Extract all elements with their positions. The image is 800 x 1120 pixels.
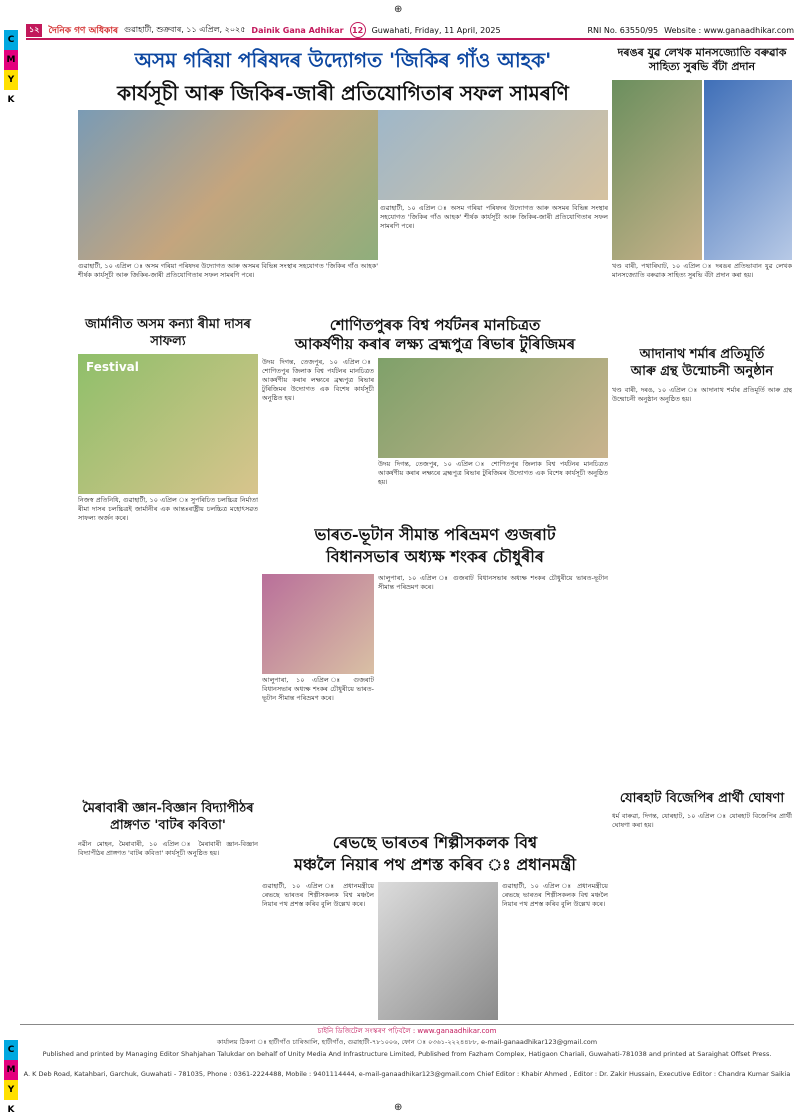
story6-headline: মৈৰাবাৰী জ্ঞান-বিজ্ঞান বিদ্যাপীঠৰ প্ৰাঙ্গণত 'বাটৰ কবিতা' [82, 801, 254, 833]
lead-body: গুৱাহাটী, ১০ এপ্ৰিল ঃ অসম গৰিয়া পৰিষদৰ উদ্যোগত আৰু অসমৰ বিভিন্ন সংস্থাৰ সহযোগত 'জিকিৰ গাঁও আহক' শীৰ্ষক কাৰ্যসূচী আৰু জিকিৰ-জাৰী প্ৰতিযোগিতাৰ সফল সামৰণি পৰে। [78, 262, 378, 279]
side-headline: দৰঙৰ যুৱ লেখক মানসজ্যোতি বৰুৱাক সাহিত্য সুৰভি বঁটা প্ৰদান [617, 46, 787, 73]
story4-headline [612, 346, 792, 380]
cmyk-y: Y [4, 70, 18, 90]
story8-photo [378, 882, 498, 1020]
side-photo-award [704, 80, 792, 260]
footer-line2: Published and printed by Managing Editor Shahjahan Talukdar on behalf of Unity Media And Infrastructure Limited, Published from Fazham Complex, Hatigaon Chariali, Guwahati-781038 and printed at Saraighat Offset Press. [42, 1050, 772, 1058]
side-body: খণ্ড বাৰী, পথাৰিঘাট, ১০ এপ্ৰিল ঃ দৰঙৰ প্ৰতিভাবান যুৱ লেখক মানসজ্যোতি বৰুৱাক সাহিত্য সুৰভি বঁটা প্ৰদান কৰা হয়। [612, 262, 792, 279]
story3-body-cont: উদয় দিগন্ত, তেজপুৰ, ১০ এপ্ৰিল ঃ শোণিতপুৰ জিলাক বিশ্ব পৰ্যটনৰ মানচিত্ৰত আকৰ্ষণীয় কৰাৰ লক্ষ্যৰে ব্ৰহ্মপুত্ৰ ৰিভাৰ টুৰিজিমৰ উদ্যোগত এক বিশেষ কাৰ্যসূচী অনুষ্ঠিত হয়। [378, 460, 608, 486]
lead-headline [78, 46, 608, 112]
story8-headline-line2: মঞ্চলৈ নিয়াৰ পথ প্ৰশস্ত কৰিব ঃ প্ৰধানমন্ত্ৰী [293, 855, 576, 874]
registration-mark-top: ⊕ [394, 4, 403, 15]
rni-number: RNI No. 63550/95 [587, 25, 659, 35]
masthead [26, 22, 794, 40]
story3-body: উদয় দিগন্ত, তেজপুৰ, ১০ এপ্ৰিল ঃ শোণিতপুৰ জিলাক বিশ্ব পৰ্যটনৰ মানচিত্ৰত আকৰ্ষণীয় কৰাৰ লক্ষ্যৰে ব্ৰহ্মপুত্ৰ ৰিভাৰ টুৰিজিমৰ উদ্যোগত এক বিশেষ কাৰ্যসূচী অনুষ্ঠিত হয়। [262, 358, 374, 402]
registration-mark-bottom: ⊕ [394, 1102, 403, 1113]
side-photo-person [612, 80, 702, 260]
cmyk-c: C [4, 30, 18, 50]
story5-headline-line1: ভাৰত-ভূটান সীমান্ত পৰিভ্ৰমণ গুজৰাট [314, 525, 556, 544]
story7-body: ধৰ্ম বাৰুৱা, দিগন্ত, যোৰহাট, ১০ এপ্ৰিল ঃ যোৰহাট বিজেপিৰ প্ৰাৰ্থী ঘোষণা কৰা হয়। [612, 812, 792, 829]
logo: দৈনিক গণ অধিকাৰ [48, 25, 119, 36]
story4-headline-line1: আদানাথ শৰ্মাৰ প্ৰতিমূৰ্তি [639, 347, 765, 362]
story8-body: গুৱাহাটী, ১০ এপ্ৰিল ঃ প্ৰধানমন্ত্ৰীয়ে ৰেভছে ভাৰতৰ শিল্পীসকলক বিশ্ব মঞ্চলৈ নিয়াৰ পথ প্ৰশস্ত কৰিব বুলি উল্লেখ কৰে। [262, 882, 374, 908]
cmyk-strip-bottom [4, 1040, 18, 1120]
story4-body: খণ্ড বাৰী, দৰঙ, ১০ এপ্ৰিল ঃ আদানাথ শৰ্মাৰ প্ৰতিমূৰ্তি আৰু গ্ৰন্থ উন্মোচনী অনুষ্ঠান অনুষ্ঠিত হয়। [612, 386, 792, 403]
footer-line3: A. K Deb Road, Katahbari, Garchuk, Guwahati - 781035, Phone : 0361-2224488, Mobile : 9401114444, e-mail-ganaadhikar123@gmail.com Chief Editor : Khabir Ahmed , Editor : Dr. Zakir Hussain, Executive Editor : Chandra Kumar Saikia [23, 1070, 791, 1078]
page-number: 12 [350, 22, 366, 38]
story7-headline: যোৰহাট বিজেপিৰ প্ৰাৰ্থী ঘোষণা [619, 791, 785, 806]
story2-photo [78, 354, 258, 494]
cmyk-m: M [4, 1060, 18, 1080]
lead-photo [78, 110, 378, 260]
paper-name-en: Dainik Gana Adhikar [251, 25, 344, 35]
story8-headline-line1: ৰেভছে ভাৰতৰ শিল্পীসকলক বিশ্ব [332, 833, 538, 852]
cmyk-k: K [4, 90, 18, 110]
date-as: গুৱাহাটী, শুক্ৰবাৰ, ১১ এপ্ৰিল, ২০২৫ [124, 24, 246, 34]
cmyk-strip-top [4, 30, 18, 110]
story3-headline [262, 316, 608, 354]
story2-body: নিজস্ব প্ৰতিনিধি, গুৱাহাটী, ১০ এপ্ৰিল ঃ সুপৰিচিত চলচ্চিত্ৰ নিৰ্মাতা ৰীমা দাসৰ চলচ্চিত্ৰই জাৰ্মানীৰ এক আন্তঃৰাষ্ট্ৰীয় চলচ্চিত্ৰ মহোৎসৱত সাফল্য অৰ্জন কৰে। [78, 496, 258, 522]
bottom-banner: চাইনি ডিজিটেল সংস্কৰণ পঢ়িবলৈ : www.ganaadhikar.com [20, 1024, 794, 1036]
story2-photo-text: Festival [86, 360, 139, 374]
page-number-left: ১২ [26, 24, 42, 37]
story2-headline: জাৰ্মানীত অসম কন্যা ৰীমা দাসৰ সাফল্য [85, 317, 251, 349]
story3-headline-line2: আকৰ্ষণীয় কৰাৰ লক্ষ্য ব্ৰহ্মপুত্ৰ ৰিভাৰ টুৰিজিমৰ [294, 335, 576, 353]
story5-photo [262, 574, 374, 674]
story5-body-cont: আলুপাৰা, ১০ এপ্ৰিল ঃ গুজৰাট বিধানসভাৰ অধ্যক্ষ শংকৰ চৌধুৰীয়ে ভাৰত-ভূটান সীমান্ত পৰিভ্ৰমণ কৰে। [378, 574, 608, 591]
date-en: Guwahati, Friday, 11 April, 2025 [371, 25, 501, 35]
footer-line1: কাৰ্যালয় ঠিকনা ঃ হাটীগাঁও চাৰিআলি, হাটীগাঁও, গুৱাহাটী-৭৮১০০৬, ফোন ঃ ০৩৬১-২২২৪৪৮৮, e-mail-ganaadhikar123@gmail.com [216, 1038, 598, 1046]
lead-headline-line2: কাৰ্যসূচী আৰু জিকিৰ-জাৰী প্ৰতিযোগিতাৰ সফল সামৰণি [117, 81, 569, 105]
story3-headline-line1: শোণিতপুৰক বিশ্ব পৰ্যটনৰ মানচিত্ৰত [329, 316, 541, 334]
story5-body: আলুপাৰা, ১০ এপ্ৰিল ঃ গুজৰাট বিধানসভাৰ অধ্যক্ষ শংকৰ চৌধুৰীয়ে ভাৰত-ভূটান সীমান্ত পৰিভ্ৰমণ কৰে। [262, 676, 374, 702]
lead-photo-secondary [378, 110, 608, 200]
story4-headline-line2: আৰু গ্ৰন্থ উন্মোচনী অনুষ্ঠান [630, 364, 774, 379]
cmyk-m: M [4, 50, 18, 70]
story3-photo [378, 358, 608, 458]
website: Website : www.ganaadhikar.com [664, 25, 794, 35]
story5-headline [262, 524, 608, 568]
cmyk-k: K [4, 1100, 18, 1120]
lead-headline-line1: অসম গৰিয়া পৰিষদৰ উদ্যোগত 'জিকিৰ গাঁও আহক' [134, 48, 552, 72]
story6-body: নৱীন মোহন, মৈৰাবাৰী, ১০ এপ্ৰিল ঃ মৈৰাবাৰী জ্ঞান-বিজ্ঞান বিদ্যাপীঠৰ প্ৰাঙ্গণত 'বাটৰ কবিতা' কাৰ্যসূচী অনুষ্ঠিত হয়। [78, 840, 258, 857]
cmyk-y: Y [4, 1080, 18, 1100]
cmyk-c: C [4, 1040, 18, 1060]
story8-body-cont: গুৱাহাটী, ১০ এপ্ৰিল ঃ প্ৰধানমন্ত্ৰীয়ে ৰেভছে ভাৰতৰ শিল্পীসকলক বিশ্ব মঞ্চলৈ নিয়াৰ পথ প্ৰশস্ত কৰিব বুলি উল্লেখ কৰে। [502, 882, 608, 908]
lead-body-cont: গুৱাহাটী, ১০ এপ্ৰিল ঃ অসম গৰিয়া পৰিষদৰ উদ্যোগত আৰু অসমৰ বিভিন্ন সংস্থাৰ সহযোগত 'জিকিৰ গাঁও আহক' শীৰ্ষক কাৰ্যসূচী আৰু জিকিৰ-জাৰী প্ৰতিযোগিতাৰ সফল সামৰণি পৰে। [380, 204, 608, 230]
story5-headline-line2: বিধানসভাৰ অধ্যক্ষ শংকৰ চৌধুৰীৰ [326, 547, 544, 566]
story8-headline [262, 832, 608, 876]
